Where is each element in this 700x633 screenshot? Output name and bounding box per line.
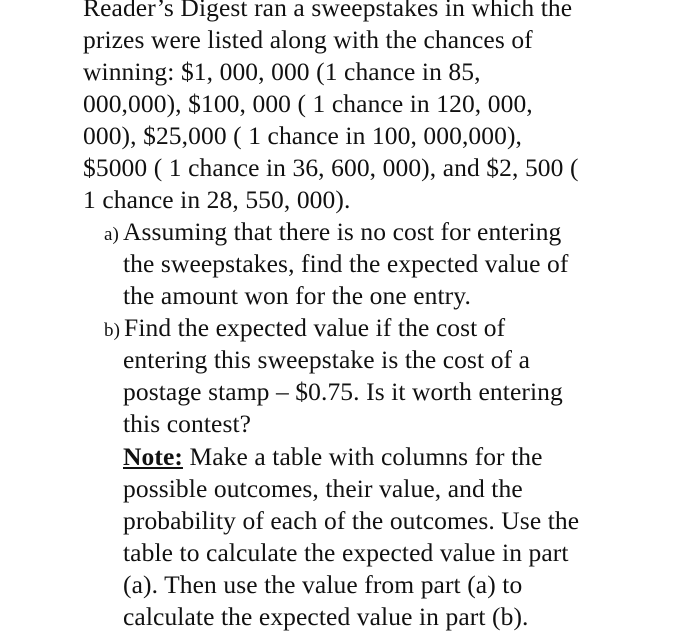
part-a-label: a) [104, 224, 119, 245]
note-line-2: possible outcomes, their value, and the [123, 474, 523, 503]
intro-line-6: $5000 ( 1 chance in 36, 600, 000), and $2, 500 ( [83, 153, 579, 182]
part-a-line-1: Assuming that there is no cost for entering [122, 217, 562, 246]
note-line-4: table to calculate the expected value in part [123, 538, 569, 567]
part-b-line-4: this contest? [123, 409, 252, 438]
part-a-line-2: the sweepstakes, find the expected value of [123, 249, 569, 278]
note-line-3: probability of each of the outcomes. Use the [123, 506, 580, 535]
note-line-6: calculate the expected value in part (b). [123, 602, 529, 631]
intro-line-5: 000), $25,000 ( 1 chance in 100, 000,000), [83, 121, 523, 150]
note-label: Note: [123, 442, 183, 471]
part-b-first-line [104, 312, 505, 347]
note-first-line [123, 441, 543, 473]
note-line-5: (a). Then use the value from part (a) to [123, 570, 523, 599]
intro-line-2: prizes were listed along with the chances of [83, 25, 533, 54]
intro-line-7: 1 chance in 28, 550, 000). [83, 185, 351, 214]
intro-line-1: Reader’s Digest ran a sweepstakes in which the [83, 0, 573, 22]
part-a-line-3: the amount won for the one entry. [123, 281, 471, 310]
note-line-1: Make a table with columns for the [182, 442, 543, 471]
intro-line-4: 000,000), $100, 000 ( 1 chance in 120, 000, [83, 89, 533, 118]
part-b-line-1: Find the expected value if the cost of [124, 313, 506, 342]
part-b-line-3: postage stamp – $0.75. Is it worth entering [123, 377, 563, 406]
part-b-line-2: entering this sweepstake is the cost of a [123, 345, 531, 374]
part-a-first-line [104, 216, 561, 251]
intro-line-3: winning: $1, 000, 000 (1 chance in 85, [83, 57, 481, 86]
part-b-label: b) [104, 320, 121, 341]
